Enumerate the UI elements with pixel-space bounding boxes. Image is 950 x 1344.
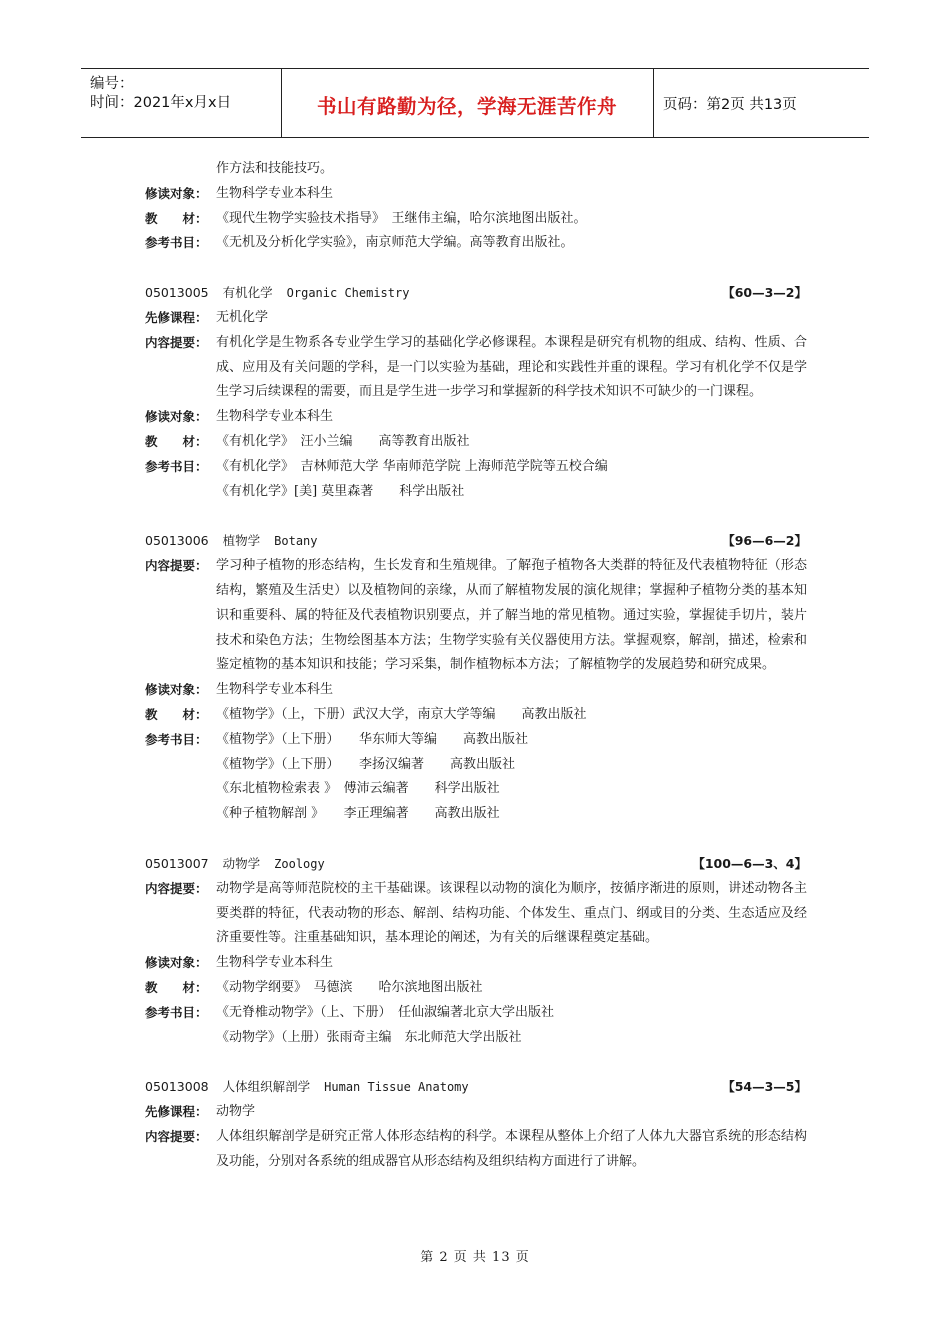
field-label: 修读对象： [145,682,208,698]
course-name: 动物学 [222,855,261,871]
textbook-row [145,703,807,728]
reference-row [145,1001,807,1026]
reference-continued: 《植物学》（上下册） 李扬汉编著 高教出版社 [216,756,516,772]
field-label: 参考书目： [145,1004,208,1020]
course-name: 人体组织解剖学 [222,1079,311,1095]
header-page-number: 页码：第2页 共13页 [663,96,797,113]
field-label: 参考书目： [145,235,208,251]
course-header-human-tissue-anatomy [145,1075,807,1100]
header-motto: 书山有路勤为径，学海无涯苦作舟 [316,95,617,118]
field-value: 学习种子植物的形态结构，生长发育和生殖规律。了解孢子植物各大类群的特征及代表植物特征（形态结构，繁殖及生活史）以及植物间的亲缘，从而了解植物发展的演化规律；掌握种子植物分类的基本知识和重要科、属的特征及代表植物识别要点，并了解当地的常见植物。通过实验，掌握徒手切片，装片技术和染色方法；生物绘图基本方法；生物学实验有关仪器使用方法。掌握观察，解剖，描述，检索和鉴定植物的基本知识和技能；学习采集，制作植物标本方法；了解植物学的发展趋势和研究成果。 [216,558,807,673]
field-label: 修读对象： [145,185,208,201]
course-hours: 【60—3—2】 [722,285,807,301]
field-value: 生物科学专业本科生 [216,409,334,425]
prerequisite-row [145,306,807,331]
course-english-name: Botany [274,534,318,549]
field-value: 动物学 [216,1104,256,1120]
course-header-botany [145,529,807,554]
page-header [81,68,869,138]
document-number-label: 编号： [90,76,134,92]
field-value: 《植物学》（上，下册）武汉大学，南京大学等编 高教出版社 [216,706,587,722]
course-code: 05013007 [145,855,209,871]
content-summary-row [145,1125,807,1175]
content-summary-row [145,554,807,678]
reference-row [145,728,807,753]
content-summary-row [145,877,807,951]
reference-row [145,231,807,256]
field-value: 无机化学 [216,309,269,325]
target-students-row [145,951,807,976]
field-value: 《有机化学》 吉林师范大学 华南师范学院 上海师范学院等五校合编 [216,458,608,474]
prerequisite-row [145,1100,807,1125]
target-students-row [145,182,807,207]
course-hours: 【54—3—5】 [722,1079,807,1095]
course-header-organic-chemistry [145,281,807,306]
field-label: 先修课程： [145,1104,208,1120]
course-english-name: Zoology [274,856,325,871]
field-label: 内容提要： [145,880,208,896]
field-label: 参考书目： [145,731,208,747]
field-value: 《现代生物学实验技术指导》 王继伟主编，哈尔滨地图出版社。 [216,210,587,226]
field-value: 生物科学专业本科生 [216,185,334,201]
course-english-name: Organic Chemistry [286,286,410,301]
document-body [145,157,807,1174]
field-label: 教 材： [145,433,208,449]
course-hours: 【96—6—2】 [722,533,807,549]
field-value: 生物科学专业本科生 [216,955,334,971]
field-value: 《植物学》（上下册） 华东师大等编 高教出版社 [216,731,529,747]
course-english-name: Human Tissue Anatomy [324,1080,469,1095]
field-label: 教 材： [145,210,208,226]
field-label: 内容提要： [145,558,208,574]
field-value: 《有机化学》 汪小兰编 高等教育出版社 [216,433,470,449]
field-value: 有机化学是生物系各专业学生学习的基础化学必修课程。本课程是研究有机物的组成、结构、性质、合成、应用及有关问题的学科，是一门以实验为基础，理论和实践性并重的课程。学习有机化学不仅是学生学习后续课程的需要，而且是学生进一步学习和掌握新的科学技术知识不可缺少的一门课程。 [216,334,807,400]
field-label: 教 材： [145,979,208,995]
course-code: 05013008 [145,1079,209,1095]
reference-continued: 《东北植物检索表 》 傅沛云编著 科学出版社 [216,781,500,797]
reference-row [145,455,807,480]
reference-continued: 《种子植物解剖 》 李正理编著 高教出版社 [216,806,500,822]
page-footer: 第 2 页 共 13 页 [420,1250,530,1265]
reference-continued: 《有机化学》[美] 莫里森著 科学出版社 [216,483,465,499]
field-label: 修读对象： [145,409,208,425]
content-summary-row [145,331,807,405]
course-name: 有机化学 [222,285,273,301]
course-hours: 【100—6—3、4】 [692,855,807,871]
textbook-row [145,430,807,455]
target-students-row [145,678,807,703]
field-label: 先修课程： [145,309,208,325]
field-label: 参考书目： [145,458,208,474]
course-header-zoology [145,852,807,877]
field-value: 动物学是高等师范院校的主干基础课。该课程以动物的演化为顺序，按循序渐进的原则，讲述动物各主要类群的特征，代表动物的形态、解剖、结构功能、个体发生、重点门、纲或目的分类、生态适应及经济重要性等。注重基础知识，基本理论的阐述，为有关的后继课程奠定基础。 [216,880,807,946]
field-label: 修读对象： [145,955,208,971]
document-date: 时间：2021年x月x日 [90,95,232,111]
textbook-row [145,976,807,1001]
field-value: 《无脊椎动物学》（上、下册） 任仙淑编著北京大学出版社 [216,1004,555,1020]
field-value: 生物科学专业本科生 [216,682,334,698]
target-students-row [145,405,807,430]
field-label: 内容提要： [145,1128,208,1144]
field-label: 教 材： [145,706,208,722]
field-value: 《无机及分析化学实验》，南京师范大学编。高等教育出版社。 [216,235,574,251]
reference-continued: 《动物学》（上册）张雨奇主编 东北师范大学出版社 [216,1029,522,1045]
header-meta [81,69,282,137]
course-name: 植物学 [222,533,261,549]
header-motto-cell [281,69,654,137]
field-value: 《动物学纲要》 马德滨 哈尔滨地图出版社 [216,979,483,995]
course-code: 05013006 [145,533,209,549]
field-label: 内容提要： [145,334,208,350]
field-value: 人体组织解剖学是研究正常人体形态结构的科学。本课程从整体上介绍了人体九大器官系统的形态结构及功能，分别对各系统的组成器官从形态结构及组织结构方面进行了讲解。 [216,1128,807,1169]
course-code: 05013005 [145,285,209,301]
textbook-row [145,207,807,232]
continued-text: 作方法和技能技巧。 [216,161,334,176]
